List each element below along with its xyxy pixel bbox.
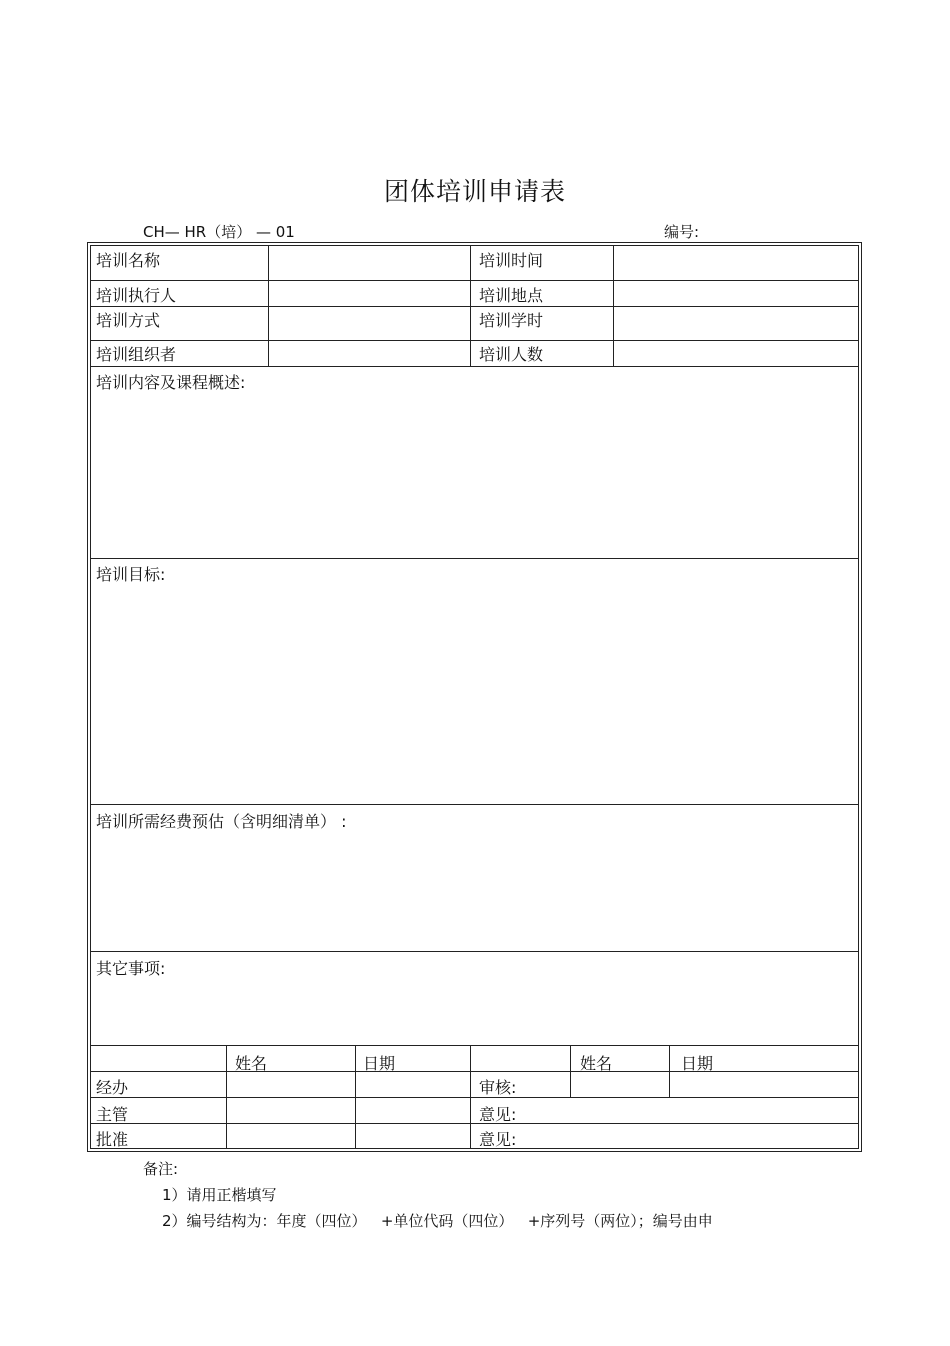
review-name-field[interactable] [572,1073,668,1096]
review-date-field[interactable] [671,1073,858,1096]
column-divider [613,245,614,366]
notes-heading: 备注: [143,1160,179,1178]
row-divider [90,280,859,281]
label-opinion-2: 意见: [479,1130,517,1149]
column-divider [226,1045,227,1149]
opinion-2-field[interactable] [530,1125,858,1148]
column-divider [268,245,269,366]
label-review: 审核: [479,1078,517,1097]
section-divider [90,804,859,805]
training-name-field[interactable] [270,247,469,279]
column-divider [570,1045,571,1097]
label-training-headcount: 培训人数 [479,345,544,364]
training-time-field[interactable] [615,247,858,279]
label-training-time: 培训时间 [479,251,544,270]
approve-name-field[interactable] [228,1125,354,1148]
label-opinion-1: 意见: [479,1105,517,1124]
review-name-header: 姓名 [580,1054,613,1073]
section-divider [90,951,859,952]
label-supervisor: 主管 [96,1105,129,1124]
opinion-1-field[interactable] [530,1099,858,1122]
training-method-field[interactable] [270,308,469,339]
label-handler: 经办 [96,1078,129,1097]
page-title: 团体培训申请表 [383,177,566,206]
column-divider [669,1045,670,1097]
label-training-organizer: 培训组织者 [96,345,177,364]
column-divider [355,1045,356,1149]
other-matters-field[interactable] [92,978,858,1043]
label-training-executor: 培训执行人 [96,286,177,305]
label-other-matters: 其它事项: [96,959,166,978]
supervisor-date-field[interactable] [357,1099,469,1122]
signoff-name-header: 姓名 [235,1054,268,1073]
training-location-field[interactable] [615,282,858,305]
number-label: 编号: [664,223,700,241]
column-divider [470,1045,471,1149]
label-training-location: 培训地点 [479,286,544,305]
content-overview-field[interactable] [92,392,858,556]
approve-date-field[interactable] [357,1125,469,1148]
notes-item-2: 2）编号结构为：年度（四位） +单位代码（四位） +序列号（两位）；编号由申 [162,1212,713,1230]
row-divider [90,1123,859,1124]
label-content-overview: 培训内容及课程概述: [96,373,246,392]
handler-date-field[interactable] [357,1073,469,1096]
label-cost-estimate: 培训所需经费预估（含明细清单） : [96,812,347,831]
notes-item-1: 1）请用正楷填写 [162,1186,277,1204]
section-divider [90,1045,859,1046]
section-divider [90,558,859,559]
cost-estimate-field[interactable] [92,832,858,949]
label-training-method: 培训方式 [96,311,161,330]
training-hours-field[interactable] [615,308,858,339]
row-divider [90,1097,859,1098]
signoff-date-header: 日期 [363,1054,396,1073]
training-organizer-field[interactable] [270,342,469,365]
row-divider [90,366,859,367]
row-divider [90,340,859,341]
training-goal-field[interactable] [92,584,858,802]
row-divider [90,306,859,307]
form-code: CH— HR（培） — 01 [143,223,295,241]
label-training-name: 培训名称 [96,251,161,270]
training-headcount-field[interactable] [615,342,858,365]
column-divider [470,245,471,366]
supervisor-name-field[interactable] [228,1099,354,1122]
review-date-header: 日期 [681,1054,714,1073]
label-training-goal: 培训目标: [96,565,166,584]
training-executor-field[interactable] [270,282,469,305]
handler-name-field[interactable] [228,1073,354,1096]
row-divider [90,1071,859,1072]
label-training-hours: 培训学时 [479,311,544,330]
label-approve: 批准 [96,1130,129,1149]
